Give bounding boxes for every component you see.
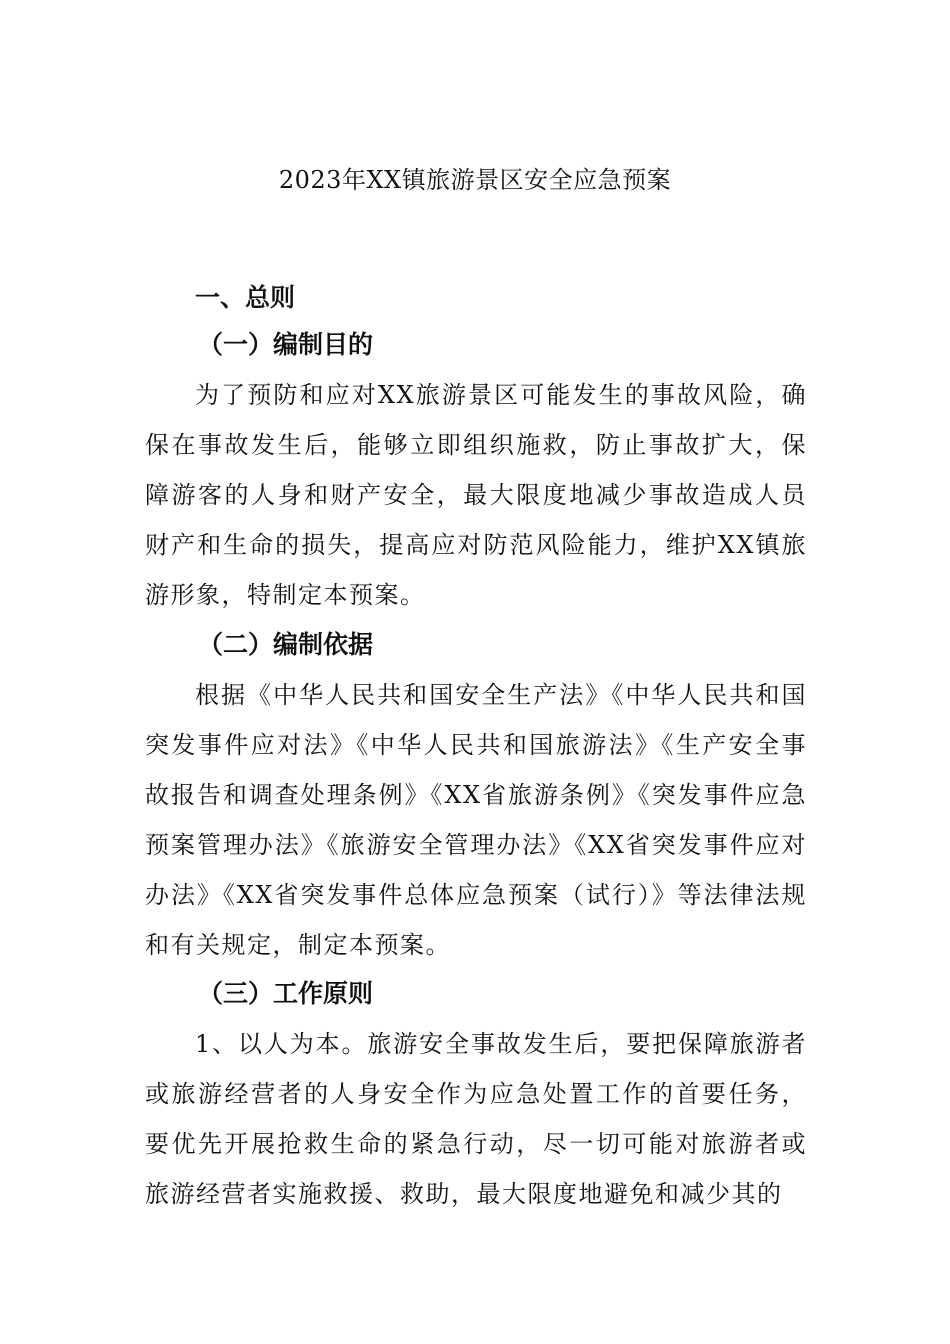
document-title: 2023年XX镇旅游景区安全应急预案 xyxy=(278,166,672,194)
subsection-heading-principles: （三）工作原则 xyxy=(198,979,374,1008)
paragraph-principles: 1、以人为本。旅游安全事故发生后，要把保障旅游者或旅游经营者的人身安全作为应急处置工作的首要任务，要优先开展抢救生命的紧急行动，尽一切可能对旅游者或旅游经营者实施救援、救助，最大限度地避免和减少其的 xyxy=(145,1030,807,1208)
section-heading-general: 一、总则 xyxy=(195,283,296,312)
subsection-heading-basis: （二）编制依据 xyxy=(198,630,374,659)
paragraph-basis: 根据《中华人民共和国安全生产法》《中华人民共和国突发事件应对法》《中华人民共和国旅游法》《生产安全事故报告和调查处理条例》《XX省旅游条例》《突发事件应急预案管理办法》《旅游安全管理办法》《XX省突发事件应对办法》《XX省突发事件总体应急预案（试行）》等法律法规和有关规定，制定本预案。 xyxy=(145,681,807,959)
subsection-heading-purpose: （一）编制目的 xyxy=(198,330,374,359)
paragraph-purpose: 为了预防和应对XX旅游景区可能发生的事故风险，确保在事故发生后，能够立即组织施救，防止事故扩大，保障游客的人身和财产安全，最大限度地减少事故造成人员财产和生命的损失，提高应对防范风险能力，维护XX镇旅游形象，特制定本预案。 xyxy=(145,381,807,609)
